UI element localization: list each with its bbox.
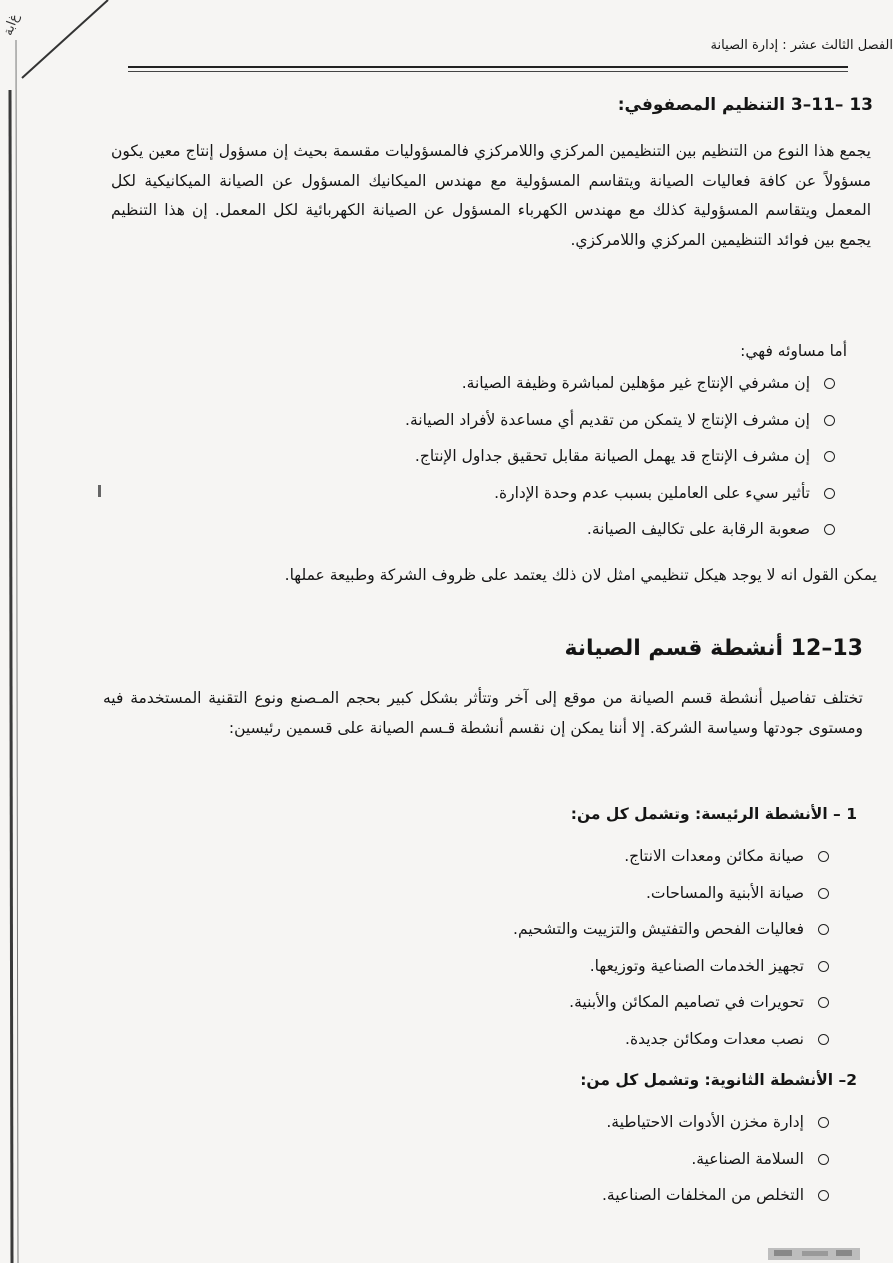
section-3-11-heading: 13 –11–3 التنظيم المصفوفي: — [617, 95, 873, 115]
bullet-icon — [824, 415, 835, 426]
section-3-11-paragraph: يجمع هذا النوع من التنظيم بين التنظيمين المركزي واللامركزي فالمسؤوليات مقسمة بحيث إن مسؤول إنتاج معين يكون مسؤولاً عن كافة فعاليات الصيانة ويتقاسم المسؤولية مع مهندس الميكانيك المسؤول عن الصيانة الميكانيكية لكل المعمل ويتقاسم المسؤولية كذلك مع مهندس الكهرباء المسؤول عن الصيانة الكهربائية لكل المعمل. إن هذا التنظيم يجمع بين فوائد التنظيمين المركزي واللامركزي. — [111, 142, 871, 249]
scan-left-edge — [0, 0, 24, 1263]
list-item: إدارة مخزن الأدوات الاحتياطية. — [602, 1104, 829, 1141]
chapter-header: الفصل الثالث عشر : إدارة الصيانة — [710, 38, 893, 53]
list-item: صيانة الأبنية والمساحات. — [513, 875, 829, 912]
list-item: إن مشرف الإنتاج قد يهمل الصيانة مقابل تحقيق جداول الإنتاج. — [405, 438, 835, 475]
section-3-11-conclusion: يمكن القول انه لا يوجد هيكل تنظيمي امثل لان ذلك يعتمد على ظروف الشركة وطبيعة عملها. — [284, 566, 877, 584]
list-item: التخلص من المخلفات الصناعية. — [602, 1177, 829, 1214]
bullet-icon — [818, 1190, 829, 1201]
bullet-icon — [818, 1154, 829, 1165]
secondary-activities-heading: 2– الأنشطة الثانوية: وتشمل كل من: — [580, 1071, 857, 1089]
bullet-icon — [818, 961, 829, 972]
list-item: صيانة مكائن ومعدات الانتاج. — [513, 838, 829, 875]
list-item: إن مشرفي الإنتاج غير مؤهلين لمباشرة وظيفة الصيانة. — [405, 365, 835, 402]
bullet-icon — [818, 997, 829, 1008]
scan-noise-stamp — [768, 1248, 860, 1260]
bullet-icon — [818, 851, 829, 862]
list-item: فعاليات الفحص والتفتيش والتزييت والتشحيم. — [513, 911, 829, 948]
margin-handwriting: غ‌ابة — [0, 11, 23, 38]
scan-mark — [98, 485, 101, 497]
bullet-icon — [824, 451, 835, 462]
header-rule-thin — [128, 71, 848, 72]
primary-activities-list — [513, 838, 829, 1057]
bullet-icon — [818, 924, 829, 935]
list-item: تأثير سيء على العاملين بسبب عدم وحدة الإدارة. — [405, 475, 835, 512]
section-12-paragraph: تختلف تفاصيل أنشطة قسم الصيانة من موقع إلى آخر وتتأثر بشكل كبير بحجم المـصنع ونوع التقنية المستخدمة فيه ومستوى جودتها وسياسة الشركة. إلا أننا يمكن إن نقسم أنشطة قـسم الصيانة على قسمين رئيسين: — [103, 689, 863, 737]
bullet-icon — [818, 1117, 829, 1128]
bullet-icon — [824, 524, 835, 535]
list-item: السلامة الصناعية. — [602, 1141, 829, 1178]
secondary-activities-list — [602, 1104, 829, 1214]
bullet-icon — [824, 488, 835, 499]
list-item: صعوبة الرقابة على تكاليف الصيانة. — [405, 511, 835, 548]
list-item: إن مشرف الإنتاج لا يتمكن من تقديم أي مساعدة لأفراد الصيانة. — [405, 402, 835, 439]
primary-activities-heading: 1 – الأنشطة الرئيسة: وتشمل كل من: — [570, 805, 857, 823]
list-item: تحويرات في تصاميم المكائن والأبنية. — [513, 984, 829, 1021]
header-rule-thick — [128, 66, 848, 68]
bullet-icon — [818, 888, 829, 899]
bullet-icon — [824, 378, 835, 389]
disadvantages-list — [405, 365, 835, 548]
list-item: تجهيز الخدمات الصناعية وتوزيعها. — [513, 948, 829, 985]
list-item: نصب معدات ومكائن جديدة. — [513, 1021, 829, 1058]
section-12-heading: 13–12 أنشطة قسم الصيانة — [564, 636, 863, 661]
disadvantages-intro: أما مساوئه فهي: — [740, 342, 847, 360]
bullet-icon — [818, 1034, 829, 1045]
